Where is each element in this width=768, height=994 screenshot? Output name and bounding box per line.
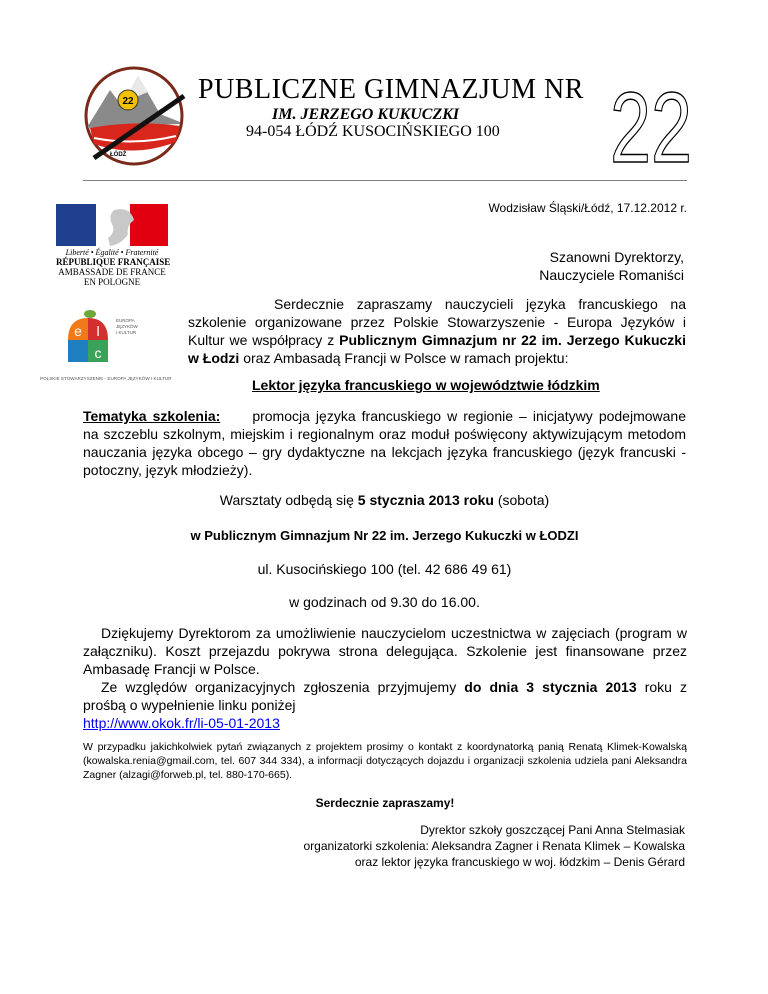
contact-paragraph: W przypadku jakichkolwiek pytań związanych z projektem prosimy o kontakt z koordynatorką panią Renatą Klimek-Kowalską (kowalska.renia@gmail.com, tel. 607 344 334), a informacji dotyczących dojazdu i organizacji szkolenia udziela pani Aleksandra Zagner (alzagi@forweb.pl, tel. 880-170-665). bbox=[83, 741, 687, 781]
workshop-date: Warsztaty odbędą się 5 stycznia 2013 roku (sobota) bbox=[219, 492, 550, 508]
marianne-flag-icon bbox=[56, 204, 168, 246]
street-address: ul. Kusocińskiego 100 (tel. 42 686 49 61) bbox=[257, 561, 512, 577]
school-number-outline bbox=[608, 72, 694, 184]
pselik-logo bbox=[62, 308, 114, 366]
svg-text:e: e bbox=[74, 323, 82, 339]
host-school: Publicznym Gimnazjum nr 22 im. Jerzego Kukuczki w Łodzi bbox=[188, 332, 686, 366]
greeting bbox=[539, 248, 684, 284]
school-address: 94-054 ŁÓDŹ KUSOCIŃSKIEGO 100 bbox=[246, 123, 500, 140]
venue: w Publicznym Gimnazjum Nr 22 im. Jerzego Kukuczki w ŁODZI bbox=[190, 528, 579, 543]
thanks-paragraph: Dziękujemy Dyrektorom za umożliwienie nauczycielom uczestnictwa w zajęciach (program w załączniku). Koszt przejazdu pokrywa strona delegująca. Szkolenie jest finansowane przez Ambasadę Francji w Polsce. Ze względów organizacyjnych zgłoszenia przyjmujemy do dnia 3 stycznia 2013 roku z prośbą o wypełnienie linku poniżej http://www.okok.fr/li-05-01-2013 bbox=[83, 625, 687, 731]
school-logo bbox=[80, 62, 192, 170]
workshop-hours: w godzinach od 9.30 do 16.00. bbox=[289, 594, 480, 610]
header-divider bbox=[83, 180, 687, 181]
svg-text:c: c bbox=[94, 345, 102, 361]
school-patron: IM. JERZEGO KUKUCZKI bbox=[272, 106, 460, 123]
project-title: Lektor języka francuskiego w województwie łódzkim bbox=[252, 377, 600, 393]
topic-label: Tematyka szkolenia: bbox=[83, 408, 221, 424]
svg-text:l: l bbox=[96, 323, 100, 339]
intro-paragraph: Serdecznie zapraszamy nauczycieli języka francuskiego na szkolenie organizowane przez Polskie Stowarzyszenie - Europa Języków i Kultur we współpracy z Publicznym Gimnazjum nr 22 im. Jerzego Kukuczki w Łodzi oraz Ambasadą Francji w Polsce w ramach projektu: bbox=[188, 296, 686, 366]
pselik-side-text: EUROPA JĘZYKÓW I KULTUR bbox=[116, 318, 138, 335]
embassy-line2: EN POLOGNE bbox=[83, 277, 141, 287]
embassy-motto: Liberté • Égalité • Fraternité bbox=[65, 248, 159, 257]
signature-line: organizatorki szkolenia: Aleksandra Zagner i Renata Klimek – Kowalska bbox=[303, 839, 685, 853]
embassy-logo bbox=[56, 204, 171, 287]
embassy-republic: RÉPUBLIQUE FRANÇAISE bbox=[56, 257, 171, 267]
topic-paragraph: Tematyka szkolenia: promocja języka francuskiego w regionie – inicjatywy podejmowane na szczeblu szkolnym, miejskim i regionalnym oraz moduł poświęcony aktywizującym metodom nauczania języka obcego – gry dydaktyczne na lekcjach języka francuskiego (język francuski - potoczny, język młodzieży). bbox=[83, 408, 686, 478]
svg-text:22: 22 bbox=[610, 72, 692, 184]
signature-line: Dyrektor szkoły goszczącej Pani Anna Stelmasiak bbox=[420, 823, 685, 837]
greeting-line: Szanowni Dyrektorzy, bbox=[549, 249, 684, 265]
registration-link[interactable]: http://www.okok.fr/li-05-01-2013 bbox=[83, 715, 280, 731]
school-name: PUBLICZNE GIMNAZJUM NR bbox=[198, 74, 584, 105]
svg-text:22: 22 bbox=[122, 96, 134, 107]
closing-line: Serdecznie zapraszamy! bbox=[315, 796, 455, 810]
pselik-caption: POLSKIE STOWARZYSZENIE - EUROPA JĘZYKÓW I KULTUR bbox=[40, 376, 172, 381]
letter-date: Wodzisław Śląski/Łódź, 17.12.2012 r. bbox=[488, 201, 687, 215]
greeting-line: Nauczyciele Romaniści bbox=[539, 267, 684, 283]
signature-block bbox=[303, 822, 685, 870]
svg-text:ŁÓDŹ: ŁÓDŹ bbox=[110, 152, 127, 158]
signature-line: oraz lektor języka francuskiego w woj. łódzkim – Denis Gérard bbox=[354, 855, 685, 869]
embassy-line1: AMBASSADE DE FRANCE bbox=[58, 267, 166, 277]
